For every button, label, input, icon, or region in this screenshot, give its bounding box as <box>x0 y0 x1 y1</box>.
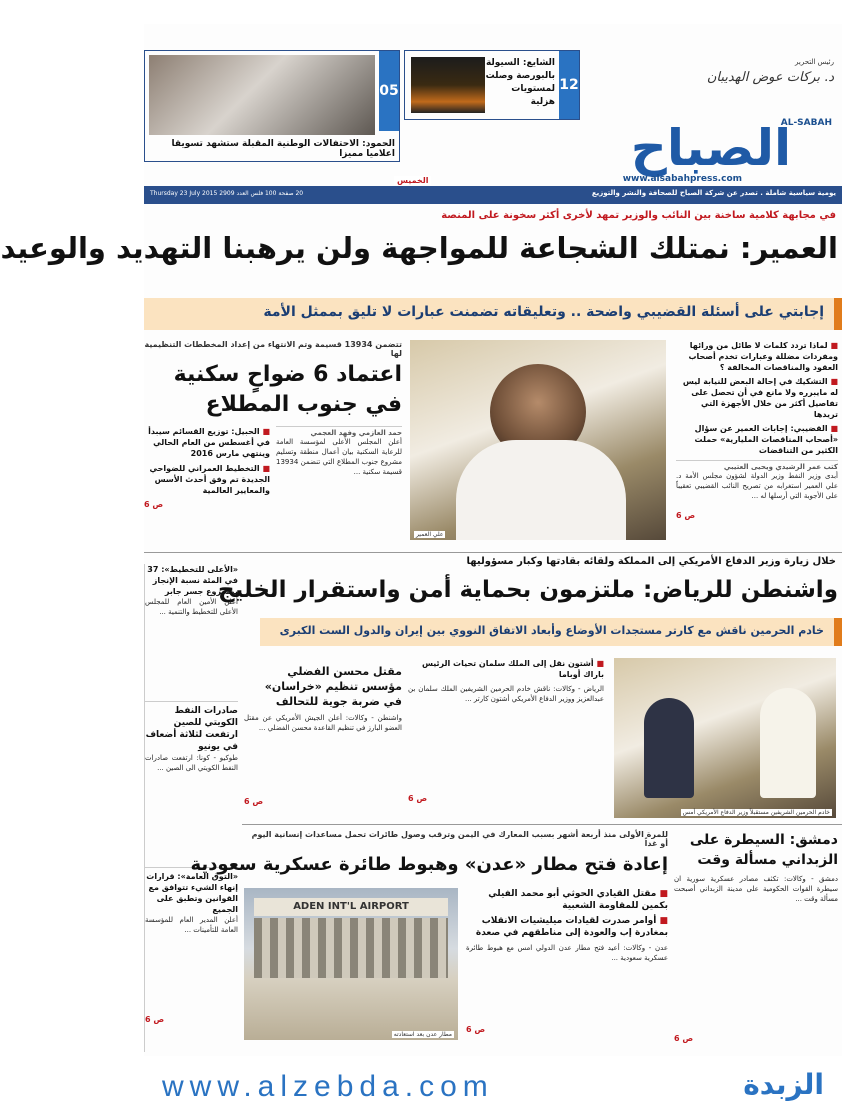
meeting-photo <box>149 55 375 135</box>
king-meeting-photo <box>614 658 836 818</box>
promo-text: الشايع: السيولة بالبورصة وصلت لمستويات هزلية <box>485 58 555 107</box>
lead-headline: العمير: نمتلك الشجاعة للمواجهة ولن يرهبنا التهديد والوعيد <box>0 231 838 265</box>
page-ref[interactable]: ص 6 <box>674 1034 694 1043</box>
logo-arabic: الصباح <box>630 119 792 177</box>
photo-caption: مطار عدن بعد استعادته <box>393 1031 452 1038</box>
promo-box-markets[interactable] <box>404 50 580 120</box>
footer <box>132 1062 852 1113</box>
promo-page-number: 05 <box>379 51 399 131</box>
promo-text: الحمود: الاحتفالات الوطنية المقبلة ستشهد تسويقا اعلاميا مميزا <box>171 139 395 159</box>
terminal-facade <box>254 918 448 978</box>
page-ref[interactable]: ص 6 <box>676 511 696 520</box>
footer-logo: الزبدة <box>743 1068 824 1101</box>
damascus-story <box>674 830 838 1052</box>
yemen-point: ■ مقتل القيادي الحوثي أبو محمد الفيلي بكمين للمقاومة الشعبية <box>466 888 668 912</box>
page-ref[interactable]: ص 6 <box>408 794 428 803</box>
photo-caption: خادم الحرمين الشريفين مستقبلاً وزير الدفاع الأمريكي أمس <box>682 809 830 816</box>
right-column-byline: كتب عمر الرشيدي ويحيى العتيبي <box>676 460 838 471</box>
figure-shape <box>760 688 816 798</box>
page-ref[interactable]: ص 6 <box>144 500 164 509</box>
page-ref[interactable]: ص 6 <box>244 797 264 806</box>
fadhli-headline: مقتل محسن الفضلي مؤسس تنظيم «خراسان» في ضربة جوية للتحالف <box>264 665 402 708</box>
tagline: يومية سياسية شاملة . تصدر عن شركة الصباح للصحافة والنشر والتوزيع <box>591 189 836 197</box>
yemen-text <box>466 888 668 1048</box>
washington-kicker: خلال زيارة وزير الدفاع الأمريكي إلى المملكة ولقائه بقادتها وكبار مسؤوليها <box>466 556 836 567</box>
right-column-body: أبدى وزير النفط وزير الدولة لشؤون مجلس الأمة د. علي العمير استغرابه من تصريح النائب القضيبي تعقيباً على الأجوبة التي أرسلها له ... <box>676 472 838 500</box>
washington-point: ■ أشتون نقل إلى الملك سلمان تحيات الرئيس باراك أوباما <box>408 658 604 680</box>
issue-day: الخميس <box>394 176 431 185</box>
planning-body: أعلن الأمين العام للمجلس الأعلى للتخطيط والتنمية ... <box>145 598 238 616</box>
newspaper-page <box>0 24 842 1056</box>
housing-story <box>144 340 402 546</box>
housing-kicker: تتضمن 13934 قسيمة وتم الانتهاء من إعداد المخططات التنظيمية لها <box>144 340 402 358</box>
editor-title: رئيس التحرير <box>795 58 834 66</box>
photo-caption: علي العمير <box>416 531 444 538</box>
housing-byline: حمد العازمي وفهد العجمي <box>276 426 402 437</box>
aden-airport-photo <box>244 888 458 1040</box>
washington-subhead-bar <box>260 618 842 646</box>
insurance-body: أعلن المدير العام للمؤسسة العامة للتأمينات ... <box>145 916 238 934</box>
fadhli-story <box>244 664 402 818</box>
lead-subhead: إجابتي على أسئلة القضيبي واضحة .. وتعليقاته تضمنت عبارات لا تليق بممثل الأمة <box>263 304 824 320</box>
oil-exports-headline: صادرات النفط الكويتي للصين ارتفعت لثلاثة أضعاف في يونيو <box>145 701 238 753</box>
footer-url[interactable]: www.alzebda.com <box>162 1070 494 1103</box>
yemen-point: ■ أوامر صدرت لقيادات ميليشيات الانقلاب بمغادرة إب والعودة إلى مناطقهم في صعدة <box>466 915 668 939</box>
right-column-point: ■ التشكيك في إحالة البعض للنيابة ليس له مايبرره ولا مانع في أن تحصل على تفاصيل أكثر من خلال الأجهزة التي تريدها <box>676 376 838 420</box>
washington-story-body <box>408 658 604 818</box>
damascus-body: دمشق - وكالات: تكثف مصادر عسكرية سورية ان سيطرة القوات الحكومية على مدينة الزبداني أصبحت مسألة وقت ... <box>674 875 838 903</box>
far-left-column <box>144 564 238 1052</box>
airport-sign: ADEN INT'L AIRPORT <box>254 898 448 916</box>
right-column-point: ■ لماذا تردد كلمات لا طائل من ورائها ومفردات مضللة وعبارات تخدم أصحاب العقود والمناقصات المخالفة ؟ <box>676 340 838 373</box>
stock-screen-photo <box>411 57 485 113</box>
minister-photo <box>410 340 666 540</box>
issue-meta: 20 صفحة 100 فلس العدد 2909 Thursday 23 July 2015 <box>150 190 304 197</box>
right-column <box>676 340 838 546</box>
section-divider <box>242 824 842 825</box>
page-ref[interactable]: ص 6 <box>466 1025 486 1034</box>
planning-headline: «الأعلى للتخطيط»: 37 في المئة نسبة الإنجاز بمشروع جسر جابر <box>147 565 238 596</box>
insurance-headline: «التوق العامة»: قرارات إنهاء الشيء تتوافق مع القوانين وتطبق على الجميع <box>145 867 238 915</box>
washington-subhead: خادم الحرمين ناقش مع كارتر مستجدات الأوضاع وأبعاد الاتفاق النووي بين إيران والدول الست الكبرى <box>279 624 824 637</box>
lead-subhead-bar <box>144 298 842 330</box>
washington-headline: واشنطن للرياض: ملتزمون بحماية أمن واستقرار الخليج <box>218 577 838 603</box>
yemen-headline: إعادة فتح مطار «عدن» وهبوط طائرة عسكرية سعودية <box>190 854 668 875</box>
yemen-body: عدن - وكالات: أعيد فتح مطار عدن الدولي امس مع هبوط طائرة عسكرية سعودية ... <box>466 944 668 962</box>
page-ref[interactable]: ص 6 <box>145 1015 165 1024</box>
lead-kicker: في مجابهة كلامية ساخنة بين النائب والوزير تمهد لأخرى أكثر سخونة على المنصة <box>441 210 836 221</box>
editor-name: د. بركات عوض الهديبان <box>706 70 834 85</box>
promo-box-celebrations[interactable] <box>144 50 400 162</box>
yemen-kicker: للمرة الأولى منذ أربعة أشهر بسبب المعارك في اليمن وترقب وصول طائرات تحمل مساعدات إنسانية اليوم أو غداً <box>251 830 668 848</box>
fadhli-body: واشنطن - وكالات: أعلن الجيش الأمريكي عن مقتل العضو البارز في تنظيم القاعدة محسن الفضلي ... <box>244 714 402 732</box>
section-divider <box>144 552 842 553</box>
logo-english: AL-SABAH <box>780 118 832 128</box>
housing-headline: اعتماد 6 ضواحٍ سكنية في جنوب المطلاع <box>173 362 402 417</box>
figure-shape <box>644 698 694 798</box>
promo-page-number: 12 <box>559 51 579 119</box>
masthead <box>582 24 842 194</box>
housing-point: ■ الحبيل: توزيع القسائم سيبدأ في أغسطس من العام الحالي وينتهي مارس 2016 <box>144 426 270 459</box>
robe-shape <box>456 440 626 540</box>
right-column-point: ■ القضيبي: إجابات العمير عن سؤال «أصحاب المناقصات المليارية» حملت الكثير من التناقضات <box>676 423 838 456</box>
website-url[interactable]: www.alsabahpress.com <box>622 174 742 184</box>
damascus-headline: دمشق: السيطرة على الزبداني مسألة وقت <box>689 832 838 868</box>
housing-body: أعلن المجلس الأعلى لمؤسسة العامة للرعاية السكنية بيان أعمال منطقة وتسليم مشروع جنوب المطلاع التي تنضمن 13934 قسيمة سكنية ... <box>276 438 402 476</box>
housing-point: ■ التخطيط العمراني للضواحي الجديدة تم وفق أحدث الأسس والمعايير العالمية <box>144 463 270 496</box>
oil-exports-body: طوكيو - كونا: ارتفعت صادرات النفط الكويتي الى الصين ... <box>145 754 238 772</box>
washington-body: الرياض - وكالات: ناقش خادم الحرمين الشريفين الملك سلمان بن عبدالعزيز ووزير الدفاع الأمريكي أشتون كارتر ... <box>408 685 604 703</box>
